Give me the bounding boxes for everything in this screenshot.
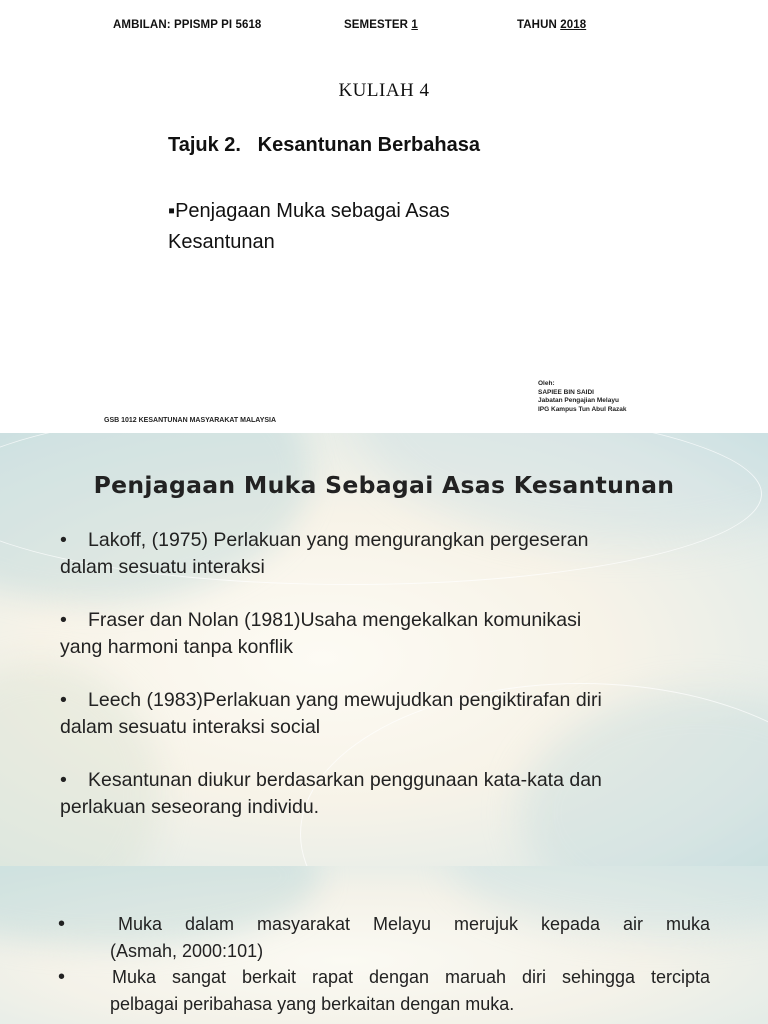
slide-muka-melayu	[0, 866, 768, 1024]
list-item	[60, 687, 700, 741]
bullet-icon: •	[58, 966, 66, 988]
list-item-line1: Muka sangat berkait rapat dengan maruah diri sehingga tercipta	[112, 967, 710, 987]
subtopic-text: Penjagaan Muka sebagai Asas Kesantunan	[168, 200, 450, 253]
list-item-line2: dalam sesuatu interaksi	[60, 556, 265, 578]
list-item	[60, 767, 700, 821]
header-tahun	[517, 19, 586, 31]
course-footer: GSB 1012 KESANTUNAN MASYARAKAT MALAYSIA	[104, 417, 277, 424]
semester-value: 1	[411, 19, 418, 31]
bullet-icon: •	[60, 609, 67, 631]
bullet-icon: •	[60, 689, 67, 711]
tahun-value: 2018	[560, 19, 587, 31]
definition-list	[60, 527, 700, 847]
list-item-line1: Lakoff, (1975) Perlakuan yang mengurangkan pergeseran	[88, 529, 589, 551]
author-name: SAPIEE BIN SAIDI	[538, 388, 594, 396]
list-item-line2: (Asmah, 2000:101)	[110, 941, 264, 961]
list-item-line2: pelbagai peribahasa yang berkaitan dengan muka.	[110, 994, 515, 1014]
topic-title: Tajuk 2. Kesantunan Berbahasa	[168, 134, 480, 156]
slide-definitions	[0, 433, 768, 866]
author-oleh: Oleh:	[538, 380, 555, 387]
bullet-icon: •	[60, 769, 67, 791]
semester-label: SEMESTER	[344, 19, 409, 31]
author-block	[538, 380, 626, 414]
list-item	[60, 527, 700, 581]
list-item-line2: yang harmoni tanpa konflik	[60, 636, 294, 658]
list-item-line1: Muka dalam masyarakat Melayu merujuk kepada air muka	[118, 914, 710, 934]
subtopic	[168, 196, 528, 258]
list-item-line1: Kesantunan diukur berdasarkan penggunaan kata-kata dan	[88, 769, 602, 791]
list-item-line2: dalam sesuatu interaksi social	[60, 716, 321, 738]
header-ambilan: AMBILAN: PPISMP PI 5618	[113, 19, 262, 31]
author-dept: Jabatan Pengajian Melayu	[538, 397, 619, 404]
tahun-label: TAHUN	[517, 19, 557, 31]
slide-cover	[0, 0, 768, 433]
slide-title: Penjagaan Muka Sebagai Asas Kesantunan	[93, 471, 675, 499]
list-item	[60, 607, 700, 661]
list-item-line2: perlakuan seseorang individu.	[60, 796, 320, 818]
list-item-line1: Fraser dan Nolan (1981)Usaha mengekalkan komunikasi	[88, 609, 582, 631]
bullet-icon: •	[60, 529, 67, 551]
lecture-number: KULIAH 4	[338, 80, 430, 101]
header-semester	[344, 19, 418, 31]
square-bullet-icon: ▪	[168, 200, 176, 222]
author-institute: IPG Kampus Tun Abul Razak	[538, 405, 627, 413]
bullet-icon: •	[58, 913, 66, 935]
list-item-line1: Leech (1983)Perlakuan yang mewujudkan pengiktirafan diri	[88, 689, 602, 711]
